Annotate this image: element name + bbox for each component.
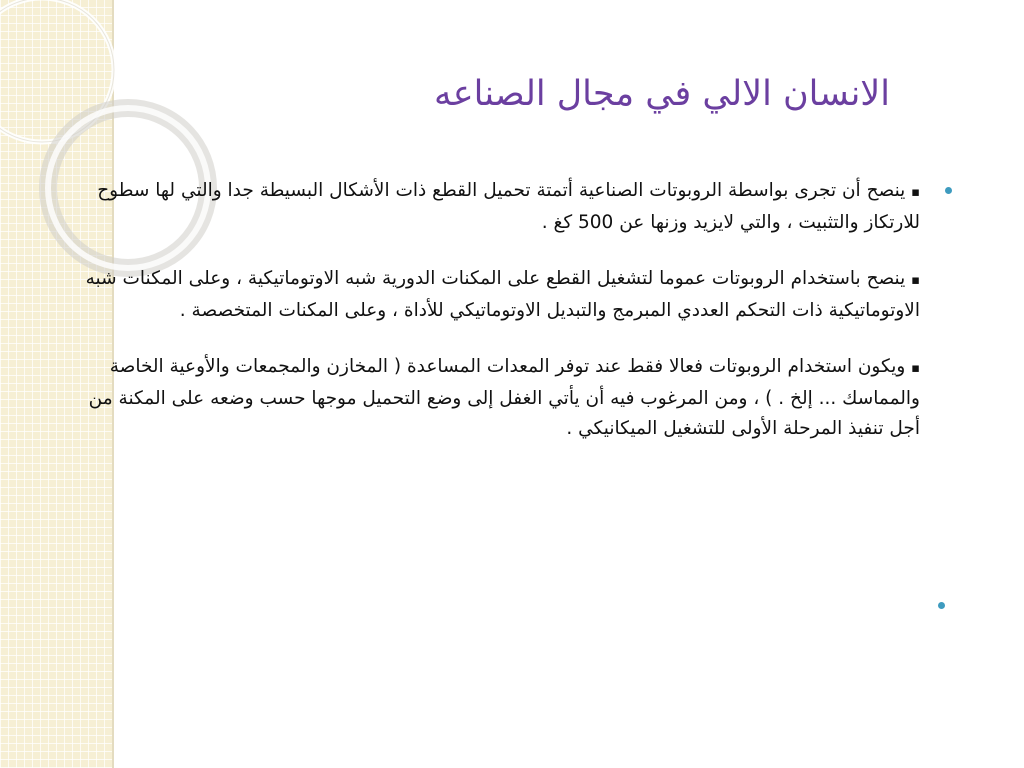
slide-title: الانسان الالي في مجال الصناعه (434, 74, 890, 114)
paragraph-2 (60, 264, 920, 326)
slide-content (60, 176, 930, 470)
paragraph-3-text: ويكون استخدام الروبوتات فعالا فقط عند توفر المعدات المساعدة ( المخازن والمجمعات والأوعية الخاصة والمماسك ... إلخ . ) ، ومن المرغوب فيه أن يأتي الغفل إلى وضع التحميل موجها حسب وضعه على المكنة من أجل تنفيذ المرحلة الأولى للتشغيل الميكانيكي . (88, 356, 920, 439)
paragraph-1-text: ينصح أن تجرى بواسطة الروبوتات الصناعية أتمتة تحميل القطع ذات الأشكال البسيطة جدا والتي لها سطوح للارتكاز والتثبيت ، والتي لايزيد وزنها عن 500 كغ . (97, 180, 920, 233)
paragraph-2-text: ينصح باستخدام الروبوتات عموما لتشغيل القطع على المكنات الدورية شبه الاوتوماتيكية ، وعلى المكنات شبه الاوتوماتيكية ذات التحكم العددي المبرمج والتبديل الاوتوماتيكي للأداة ، وعلى المكنات المتخصصة . (85, 268, 920, 321)
bullet-dot-icon (945, 187, 952, 194)
empty-bullet-dot-icon (938, 602, 945, 609)
square-bullet-icon: ▪ (911, 361, 920, 376)
bullet-item (60, 176, 930, 444)
square-bullet-icon: ▪ (911, 185, 920, 200)
paragraph-1 (60, 176, 920, 238)
square-bullet-icon: ▪ (911, 273, 920, 288)
paragraph-3 (60, 352, 920, 444)
